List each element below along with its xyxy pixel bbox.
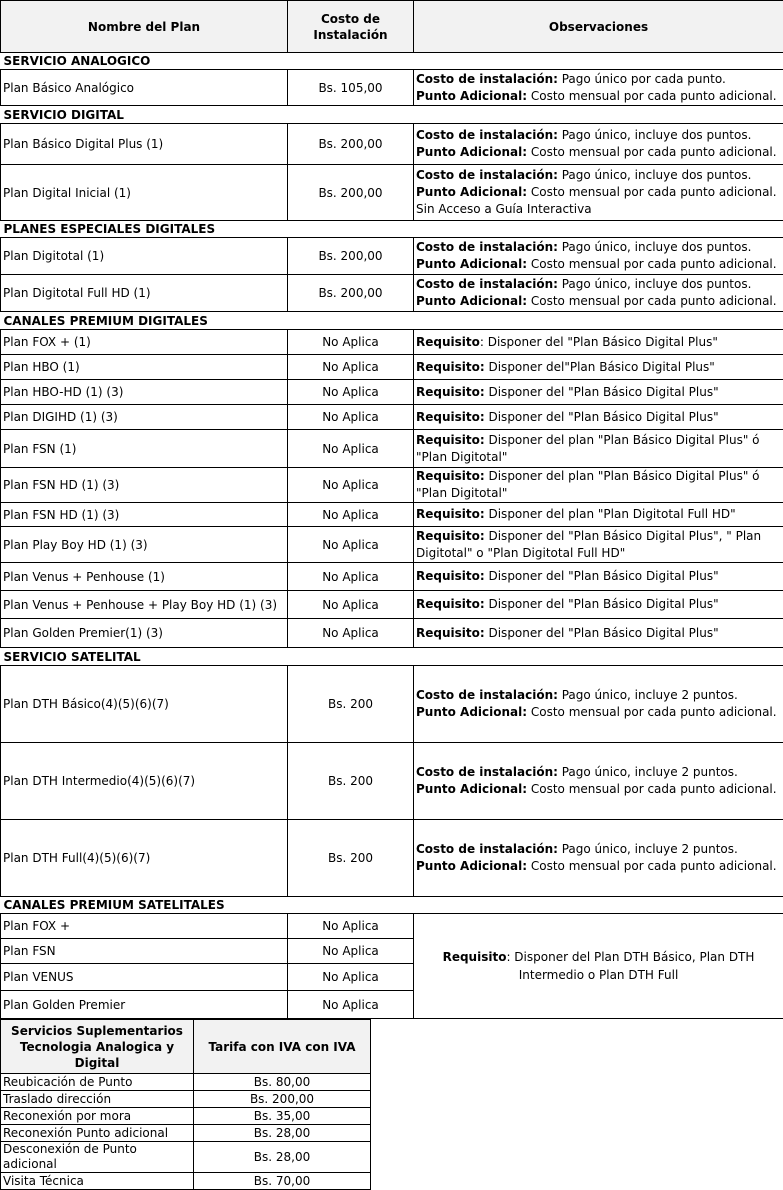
plan-row <box>1 405 783 430</box>
observation-line <box>416 568 781 585</box>
observations <box>414 563 783 591</box>
observation-label: Requisito <box>416 335 480 349</box>
observation-text: Disponer del"Plan Básico Digital Plus" <box>485 360 715 374</box>
observations <box>414 820 783 897</box>
header-rate-with-iva: Tarifa con IVA con IVA <box>194 1020 371 1074</box>
observation-line <box>416 256 781 273</box>
plan-row <box>1 666 783 743</box>
observation-text: Costo mensual por cada punto adicional. <box>527 782 777 796</box>
plan-name: Plan Básico Analógico <box>1 70 288 106</box>
observation-text: Pago único por cada punto. <box>558 72 726 86</box>
supplementary-row <box>1 1074 371 1091</box>
installation-cost: Bs. 200,00 <box>288 275 414 312</box>
observation-text: Costo mensual por cada punto adicional. <box>527 859 777 873</box>
plan-name: Plan DTH Full(4)(5)(6)(7) <box>1 820 288 897</box>
observation-line <box>416 144 781 161</box>
supplementary-table-body <box>1 1074 371 1190</box>
observation-line <box>416 781 781 798</box>
observations <box>414 238 783 275</box>
plan-row <box>1 430 783 468</box>
installation-cost: No Aplica <box>288 619 414 648</box>
section-row <box>1 312 783 330</box>
observation-text: Pago único, incluye dos puntos. <box>558 128 752 142</box>
section-title: PLANES ESPECIALES DIGITALES <box>1 221 783 238</box>
observations <box>414 468 783 503</box>
observation-line <box>416 334 781 351</box>
installation-cost: No Aplica <box>288 355 414 380</box>
observation-line <box>416 409 781 426</box>
plan-name: Plan Venus + Penhouse + Play Boy HD (1) (3) <box>1 591 288 619</box>
installation-cost: No Aplica <box>288 964 414 991</box>
observation-label: Costo de instalación: <box>416 842 558 856</box>
plan-name: Plan Golden Premier(1) (3) <box>1 619 288 648</box>
observation-text: Pago único, incluye dos puntos. <box>558 277 752 291</box>
observation-line <box>416 184 781 201</box>
plan-row <box>1 563 783 591</box>
service-name: Desconexión de Punto adicional <box>1 1142 194 1173</box>
observation-text: Disponer del "Plan Básico Digital Plus", " Plan Digitotal" o "Plan Digitotal Full HD" <box>416 529 761 560</box>
plan-name: Plan Digitotal Full HD (1) <box>1 275 288 312</box>
installation-cost: No Aplica <box>288 914 414 939</box>
observations <box>414 165 783 221</box>
supplementary-row <box>1 1108 371 1125</box>
plan-name: Plan FSN (1) <box>1 430 288 468</box>
installation-cost: Bs. 200 <box>288 820 414 897</box>
installation-cost: Bs. 200,00 <box>288 165 414 221</box>
plan-name: Plan Venus + Penhouse (1) <box>1 563 288 591</box>
observation-text: Disponer del "Plan Básico Digital Plus" <box>485 385 719 399</box>
observations <box>414 591 783 619</box>
installation-cost: No Aplica <box>288 527 414 563</box>
installation-cost: Bs. 200 <box>288 666 414 743</box>
observation-label: Requisito: <box>416 597 485 611</box>
observation-label: Costo de instalación: <box>416 240 558 254</box>
observation-text: Costo mensual por cada punto adicional. <box>527 705 777 719</box>
observation-label: Punto Adicional: <box>416 257 527 271</box>
installation-cost: No Aplica <box>288 939 414 964</box>
observation-line <box>416 468 781 502</box>
plan-row <box>1 355 783 380</box>
section-row <box>1 53 783 70</box>
observations <box>414 527 783 563</box>
observation-line <box>416 625 781 642</box>
observation-text: Costo mensual por cada punto adicional. <box>527 294 777 308</box>
section-title: SERVICIO ANALOGICO <box>1 53 783 70</box>
plan-row <box>1 503 783 527</box>
supplementary-row <box>1 1091 371 1108</box>
header-plan-name: Nombre del Plan <box>1 1 288 53</box>
observation-label: Requisito: <box>416 626 485 640</box>
plan-row <box>1 820 783 897</box>
service-rate: Bs. 35,00 <box>194 1108 371 1125</box>
plan-name: Plan DTH Básico(4)(5)(6)(7) <box>1 666 288 743</box>
observation-label: Costo de instalación: <box>416 765 558 779</box>
observation-line <box>416 293 781 310</box>
observation-line <box>416 239 781 256</box>
observations <box>414 430 783 468</box>
service-rate: Bs. 200,00 <box>194 1091 371 1108</box>
plan-row <box>1 124 783 165</box>
installation-cost: No Aplica <box>288 591 414 619</box>
section-row <box>1 106 783 124</box>
observation-text: Disponer del "Plan Básico Digital Plus" <box>485 626 719 640</box>
observation-label: Requisito: <box>416 410 485 424</box>
plan-row <box>1 619 783 648</box>
plan-name: Plan DTH Intermedio(4)(5)(6)(7) <box>1 743 288 820</box>
plan-name: Plan HBO (1) <box>1 355 288 380</box>
plan-row <box>1 165 783 221</box>
observation-line <box>416 596 781 613</box>
observation-label: Requisito: <box>416 385 485 399</box>
section-title: SERVICIO SATELITAL <box>1 648 783 666</box>
observations <box>414 124 783 165</box>
plan-row <box>1 70 783 106</box>
observation-line <box>416 764 781 781</box>
observation-line <box>416 276 781 293</box>
observation-label: Costo de instalación: <box>416 168 558 182</box>
section-row <box>1 221 783 238</box>
installation-cost: No Aplica <box>288 991 414 1019</box>
supplementary-row <box>1 1142 371 1173</box>
observation-label: Requisito: <box>416 569 485 583</box>
observation-label: Requisito: <box>416 360 485 374</box>
observation-line <box>416 506 781 523</box>
observations <box>414 743 783 820</box>
plan-row <box>1 330 783 355</box>
plans-table-body <box>1 53 783 1019</box>
installation-cost: No Aplica <box>288 430 414 468</box>
section-title: SERVICIO DIGITAL <box>1 106 783 124</box>
requirement-text: : Disponer del Plan DTH Básico, Plan DTH Intermedio o Plan DTH Full <box>506 950 754 982</box>
observation-label: Punto Adicional: <box>416 89 527 103</box>
header-installation-cost: Costo de Instalación <box>288 1 414 53</box>
service-name: Visita Técnica <box>1 1173 194 1190</box>
section-title: CANALES PREMIUM SATELITALES <box>1 897 783 914</box>
supplementary-services-table <box>0 1019 371 1190</box>
observation-label: Costo de instalación: <box>416 128 558 142</box>
service-rate: Bs. 28,00 <box>194 1142 371 1173</box>
service-name: Traslado dirección <box>1 1091 194 1108</box>
observation-line <box>416 384 781 401</box>
installation-cost: Bs. 105,00 <box>288 70 414 106</box>
observation-label: Punto Adicional: <box>416 185 527 199</box>
plan-name: Plan FSN HD (1) (3) <box>1 503 288 527</box>
observation-label: Costo de instalación: <box>416 72 558 86</box>
observation-line <box>416 71 781 88</box>
observation-label: Punto Adicional: <box>416 705 527 719</box>
installation-cost: No Aplica <box>288 503 414 527</box>
plan-name: Plan VENUS <box>1 964 288 991</box>
plan-name: Plan FSN HD (1) (3) <box>1 468 288 503</box>
service-rate: Bs. 70,00 <box>194 1173 371 1190</box>
service-name: Reconexión por mora <box>1 1108 194 1125</box>
service-name: Reubicación de Punto <box>1 1074 194 1091</box>
observations <box>414 405 783 430</box>
observation-text: Costo mensual por cada punto adicional. <box>527 257 777 271</box>
observations <box>414 70 783 106</box>
observation-line <box>416 432 781 466</box>
supplementary-row <box>1 1173 371 1190</box>
observation-line <box>416 127 781 144</box>
plan-name: Plan Golden Premier <box>1 991 288 1019</box>
installation-cost: Bs. 200,00 <box>288 238 414 275</box>
plan-row <box>1 380 783 405</box>
observation-text: Disponer del plan "Plan Básico Digital Plus" ó "Plan Digitotal" <box>416 469 760 500</box>
observation-label: Punto Adicional: <box>416 294 527 308</box>
supplementary-header-row <box>1 1020 371 1074</box>
plan-name: Plan Digital Inicial (1) <box>1 165 288 221</box>
observation-text: Pago único, incluye 2 puntos. <box>558 842 738 856</box>
observation-text: Pago único, incluye 2 puntos. <box>558 688 738 702</box>
plan-name: Plan Play Boy HD (1) (3) <box>1 527 288 563</box>
observation-text: Disponer del plan "Plan Digitotal Full HD" <box>485 507 736 521</box>
installation-cost: No Aplica <box>288 563 414 591</box>
installation-cost: Bs. 200,00 <box>288 124 414 165</box>
service-rate: Bs. 28,00 <box>194 1125 371 1142</box>
observation-text: Costo mensual por cada punto adicional. <box>527 145 777 159</box>
plan-name: Plan Digitotal (1) <box>1 238 288 275</box>
observation-text: Pago único, incluye 2 puntos. <box>558 765 738 779</box>
observation-text: Pago único, incluye dos puntos. <box>558 240 752 254</box>
observation-line <box>416 167 781 184</box>
observation-line <box>416 528 781 562</box>
observations <box>414 503 783 527</box>
section-title: CANALES PREMIUM DIGITALES <box>1 312 783 330</box>
observation-text: Pago único, incluye dos puntos. <box>558 168 752 182</box>
plan-row <box>1 275 783 312</box>
installation-cost: Bs. 200 <box>288 743 414 820</box>
observation-text: Costo mensual por cada punto adicional. <box>527 89 777 103</box>
observations-merged <box>414 914 783 1019</box>
observation-text: Disponer del "Plan Básico Digital Plus" <box>485 597 719 611</box>
observation-label: Punto Adicional: <box>416 782 527 796</box>
installation-cost: No Aplica <box>288 380 414 405</box>
plan-name: Plan FSN <box>1 939 288 964</box>
plans-header-row <box>1 1 783 53</box>
plan-name: Plan DIGIHD (1) (3) <box>1 405 288 430</box>
service-rate: Bs. 80,00 <box>194 1074 371 1091</box>
plan-row <box>1 468 783 503</box>
plan-row <box>1 743 783 820</box>
observations <box>414 275 783 312</box>
observations <box>414 355 783 380</box>
observation-label: Requisito: <box>416 433 485 447</box>
observation-text: Costo mensual por cada punto adicional. <box>527 185 777 199</box>
observation-label: Requisito: <box>416 529 485 543</box>
plan-name: Plan FOX + <box>1 914 288 939</box>
observation-label: Punto Adicional: <box>416 859 527 873</box>
observation-label: Costo de instalación: <box>416 277 558 291</box>
observations <box>414 380 783 405</box>
observation-text: Sin Acceso a Guía Interactiva <box>416 202 592 216</box>
observation-line <box>416 858 781 875</box>
observation-label: Costo de instalación: <box>416 688 558 702</box>
section-row <box>1 648 783 666</box>
installation-cost: No Aplica <box>288 468 414 503</box>
section-row <box>1 897 783 914</box>
observation-text: Disponer del "Plan Básico Digital Plus" <box>485 410 719 424</box>
plan-row <box>1 527 783 563</box>
plan-name: Plan Básico Digital Plus (1) <box>1 124 288 165</box>
plan-row <box>1 591 783 619</box>
observations <box>414 666 783 743</box>
observations <box>414 330 783 355</box>
observation-line <box>416 201 781 218</box>
supplementary-row <box>1 1125 371 1142</box>
observation-line <box>416 687 781 704</box>
observation-label: Punto Adicional: <box>416 145 527 159</box>
plan-row <box>1 914 783 939</box>
observation-line <box>416 359 781 376</box>
observations <box>414 619 783 648</box>
requirement-label: Requisito <box>443 950 507 964</box>
header-supplementary-service: Servicios Suplementarios Tecnologia Analogica y Digital <box>1 1020 194 1074</box>
observation-text: Disponer del "Plan Básico Digital Plus" <box>485 569 719 583</box>
observation-label: Requisito: <box>416 507 485 521</box>
plan-row <box>1 238 783 275</box>
service-name: Reconexión Punto adicional <box>1 1125 194 1142</box>
plan-name: Plan FOX + (1) <box>1 330 288 355</box>
plan-name: Plan HBO-HD (1) (3) <box>1 380 288 405</box>
observation-line <box>416 841 781 858</box>
installation-cost: No Aplica <box>288 330 414 355</box>
observation-label: Requisito: <box>416 469 485 483</box>
observation-text: : Disponer del "Plan Básico Digital Plus" <box>480 335 718 349</box>
observation-line <box>416 704 781 721</box>
header-observations: Observaciones <box>414 1 783 53</box>
installation-cost: No Aplica <box>288 405 414 430</box>
observation-text: Disponer del plan "Plan Básico Digital Plus" ó "Plan Digitotal" <box>416 433 760 464</box>
observation-line <box>416 88 781 105</box>
